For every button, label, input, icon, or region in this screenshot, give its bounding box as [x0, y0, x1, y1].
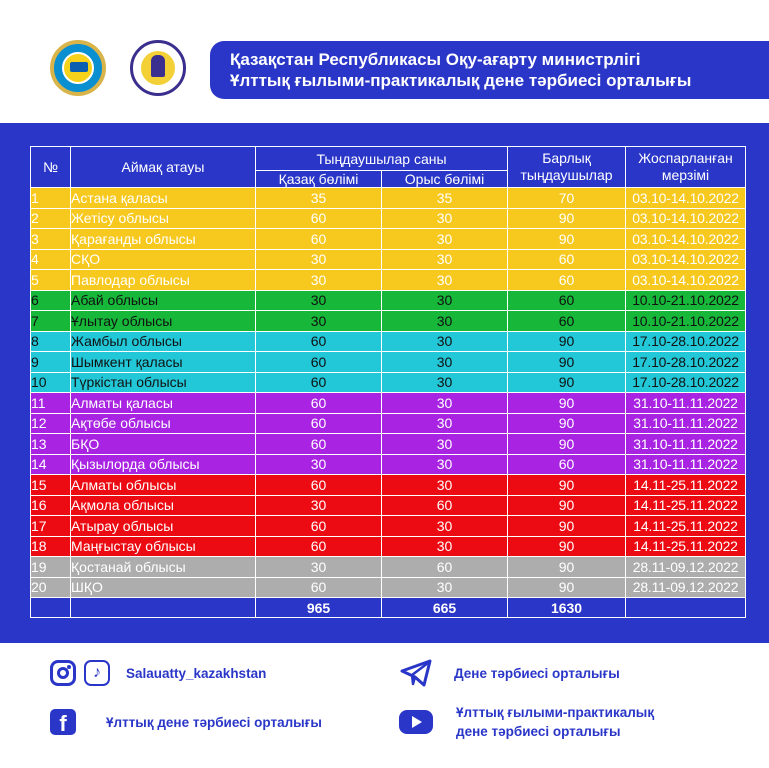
header-kazakh-section: Қазақ бөлімі [256, 171, 382, 188]
row-region: Алматы қаласы [71, 393, 256, 414]
footer [0, 643, 769, 768]
row-total-count: 70 [508, 188, 626, 209]
youtube-icon[interactable] [398, 709, 434, 735]
row-number: 7 [31, 311, 71, 332]
row-kazakh-count: 60 [256, 536, 382, 557]
table-row [31, 577, 746, 598]
row-kazakh-count: 30 [256, 249, 382, 270]
header-total-line-1: Барлық [542, 150, 591, 166]
row-period: 10.10-21.10.2022 [626, 311, 746, 332]
row-kazakh-count: 35 [256, 188, 382, 209]
table-row [31, 516, 746, 537]
row-kazakh-count: 60 [256, 577, 382, 598]
row-number: 12 [31, 413, 71, 434]
totals-empty [71, 598, 256, 618]
facebook-icon[interactable]: f [50, 709, 76, 735]
row-region: Ақтөбе облысы [71, 413, 256, 434]
youtube-label[interactable] [456, 703, 654, 741]
row-region: ШҚО [71, 577, 256, 598]
row-kazakh-count: 30 [256, 557, 382, 578]
row-number: 18 [31, 536, 71, 557]
row-period: 28.11-09.12.2022 [626, 557, 746, 578]
row-russian-count: 30 [382, 413, 508, 434]
row-total-count: 90 [508, 352, 626, 373]
total-all: 1630 [508, 598, 626, 618]
row-number: 19 [31, 557, 71, 578]
row-russian-count: 30 [382, 208, 508, 229]
center-emblem-icon [130, 40, 186, 96]
row-region: Астана қаласы [71, 188, 256, 209]
table-row [31, 372, 746, 393]
row-kazakh-count: 60 [256, 352, 382, 373]
table-row [31, 352, 746, 373]
row-region: Қостанай облысы [71, 557, 256, 578]
row-total-count: 90 [508, 516, 626, 537]
row-period: 03.10-14.10.2022 [626, 188, 746, 209]
row-number: 8 [31, 331, 71, 352]
row-period: 14.11-25.11.2022 [626, 536, 746, 557]
youtube-label-line-1[interactable]: Ұлттық ғылыми-практикалық [456, 705, 655, 720]
row-number: 14 [31, 454, 71, 475]
row-russian-count: 30 [382, 536, 508, 557]
row-kazakh-count: 60 [256, 331, 382, 352]
title-line-1: Қазақстан Республикасы Оқу-ағарту министрлігі [230, 50, 641, 69]
row-kazakh-count: 30 [256, 495, 382, 516]
table-row [31, 208, 746, 229]
row-region: Қызылорда облысы [71, 454, 256, 475]
row-number: 9 [31, 352, 71, 373]
table-row [31, 393, 746, 414]
row-number: 3 [31, 229, 71, 250]
row-total-count: 90 [508, 577, 626, 598]
row-number: 15 [31, 475, 71, 496]
row-number: 20 [31, 577, 71, 598]
row-total-count: 60 [508, 454, 626, 475]
table-row [31, 249, 746, 270]
table-row [31, 188, 746, 209]
schedule-panel [0, 123, 769, 643]
total-kazakh: 965 [256, 598, 382, 618]
row-total-count: 90 [508, 475, 626, 496]
header-total-line-2: тыңдаушылар [520, 167, 613, 183]
table-row [31, 331, 746, 352]
header-russian-section: Орыс бөлімі [382, 171, 508, 188]
row-total-count: 60 [508, 270, 626, 291]
row-kazakh-count: 60 [256, 434, 382, 455]
row-period: 03.10-14.10.2022 [626, 208, 746, 229]
row-number: 2 [31, 208, 71, 229]
row-region: Ақмола облысы [71, 495, 256, 516]
row-region: Жамбыл облысы [71, 331, 256, 352]
row-russian-count: 30 [382, 290, 508, 311]
totals-row [31, 598, 746, 618]
row-russian-count: 30 [382, 229, 508, 250]
schedule-table [30, 146, 746, 618]
row-region: Алматы облысы [71, 475, 256, 496]
total-russian: 665 [382, 598, 508, 618]
row-period: 31.10-11.11.2022 [626, 434, 746, 455]
table-row [31, 229, 746, 250]
social-handle[interactable]: Salauatty_kazakhstan [126, 665, 267, 681]
table-row [31, 270, 746, 291]
row-russian-count: 30 [382, 270, 508, 291]
row-period: 31.10-11.11.2022 [626, 413, 746, 434]
telegram-label[interactable]: Дене тәрбиесі орталығы [454, 665, 620, 681]
row-region: Қарағанды облысы [71, 229, 256, 250]
row-number: 17 [31, 516, 71, 537]
ministry-emblem-icon [50, 40, 106, 96]
table-row [31, 557, 746, 578]
row-total-count: 90 [508, 557, 626, 578]
row-kazakh-count: 60 [256, 393, 382, 414]
row-total-count: 60 [508, 311, 626, 332]
row-period: 14.11-25.11.2022 [626, 495, 746, 516]
tiktok-icon[interactable]: ♪ [84, 660, 110, 686]
row-number: 1 [31, 188, 71, 209]
row-total-count: 90 [508, 495, 626, 516]
row-kazakh-count: 30 [256, 270, 382, 291]
row-russian-count: 30 [382, 577, 508, 598]
row-russian-count: 60 [382, 557, 508, 578]
row-period: 17.10-28.10.2022 [626, 331, 746, 352]
row-period: 17.10-28.10.2022 [626, 372, 746, 393]
row-total-count: 90 [508, 372, 626, 393]
row-region: Абай облысы [71, 290, 256, 311]
row-kazakh-count: 60 [256, 516, 382, 537]
row-period: 10.10-21.10.2022 [626, 290, 746, 311]
row-period: 31.10-11.11.2022 [626, 454, 746, 475]
row-kazakh-count: 30 [256, 454, 382, 475]
row-region: Ұлытау облысы [71, 311, 256, 332]
table-row [31, 290, 746, 311]
row-total-count: 90 [508, 208, 626, 229]
row-russian-count: 30 [382, 311, 508, 332]
row-period: 03.10-14.10.2022 [626, 249, 746, 270]
row-total-count: 90 [508, 434, 626, 455]
table-row [31, 454, 746, 475]
row-region: Атырау облысы [71, 516, 256, 537]
row-region: СҚО [71, 249, 256, 270]
row-russian-count: 30 [382, 352, 508, 373]
row-russian-count: 30 [382, 249, 508, 270]
facebook-link[interactable] [50, 709, 322, 735]
row-period: 14.11-25.11.2022 [626, 516, 746, 537]
instagram-icon[interactable] [50, 660, 76, 686]
table-row [31, 311, 746, 332]
row-russian-count: 30 [382, 393, 508, 414]
row-total-count: 60 [508, 249, 626, 270]
instagram-tiktok-link[interactable] [50, 660, 266, 686]
row-kazakh-count: 60 [256, 372, 382, 393]
header-total-listeners [508, 147, 626, 188]
row-period: 31.10-11.11.2022 [626, 393, 746, 414]
row-russian-count: 30 [382, 331, 508, 352]
header-planned-period [626, 147, 746, 188]
table-row [31, 475, 746, 496]
header-period-line-1: Жоспарланған [638, 150, 733, 166]
row-kazakh-count: 60 [256, 413, 382, 434]
row-total-count: 90 [508, 331, 626, 352]
header-region: Аймақ атауы [71, 147, 256, 188]
row-russian-count: 30 [382, 475, 508, 496]
row-number: 16 [31, 495, 71, 516]
row-number: 4 [31, 249, 71, 270]
header-period-line-2: мерзімі [661, 167, 710, 183]
totals-empty [31, 598, 71, 618]
row-total-count: 90 [508, 393, 626, 414]
row-number: 5 [31, 270, 71, 291]
row-region: Жетісу облысы [71, 208, 256, 229]
row-number: 6 [31, 290, 71, 311]
row-period: 03.10-14.10.2022 [626, 229, 746, 250]
table-row [31, 536, 746, 557]
row-period: 28.11-09.12.2022 [626, 577, 746, 598]
table-row [31, 434, 746, 455]
row-period: 17.10-28.10.2022 [626, 352, 746, 373]
title-banner [210, 41, 769, 99]
row-region: БҚО [71, 434, 256, 455]
header-number: № [31, 147, 71, 188]
row-total-count: 60 [508, 290, 626, 311]
row-region: Шымкент қаласы [71, 352, 256, 373]
row-region: Павлодар облысы [71, 270, 256, 291]
table-row [31, 495, 746, 516]
youtube-link[interactable] [398, 703, 654, 741]
row-russian-count: 30 [382, 372, 508, 393]
telegram-icon[interactable] [400, 659, 432, 687]
row-russian-count: 30 [382, 454, 508, 475]
totals-empty [626, 598, 746, 618]
row-russian-count: 35 [382, 188, 508, 209]
row-russian-count: 30 [382, 434, 508, 455]
row-number: 10 [31, 372, 71, 393]
row-kazakh-count: 30 [256, 290, 382, 311]
row-kazakh-count: 30 [256, 311, 382, 332]
row-region: Маңғыстау облысы [71, 536, 256, 557]
youtube-label-line-2[interactable]: дене тәрбиесі орталығы [456, 724, 621, 739]
row-russian-count: 30 [382, 516, 508, 537]
row-period: 14.11-25.11.2022 [626, 475, 746, 496]
row-total-count: 90 [508, 229, 626, 250]
row-total-count: 90 [508, 413, 626, 434]
row-period: 03.10-14.10.2022 [626, 270, 746, 291]
row-total-count: 90 [508, 536, 626, 557]
row-kazakh-count: 60 [256, 475, 382, 496]
row-russian-count: 60 [382, 495, 508, 516]
row-number: 11 [31, 393, 71, 414]
telegram-link[interactable] [400, 659, 620, 687]
header-listeners: Тыңдаушылар саны [256, 147, 508, 171]
facebook-label[interactable]: Ұлттық дене тәрбиесі орталығы [106, 714, 322, 730]
row-kazakh-count: 60 [256, 208, 382, 229]
row-kazakh-count: 60 [256, 229, 382, 250]
header [0, 0, 769, 122]
row-region: Түркістан облысы [71, 372, 256, 393]
title-line-2: Ұлттық ғылыми-практикалық дене тәрбиесі орталығы [230, 71, 692, 90]
table-row [31, 413, 746, 434]
row-number: 13 [31, 434, 71, 455]
